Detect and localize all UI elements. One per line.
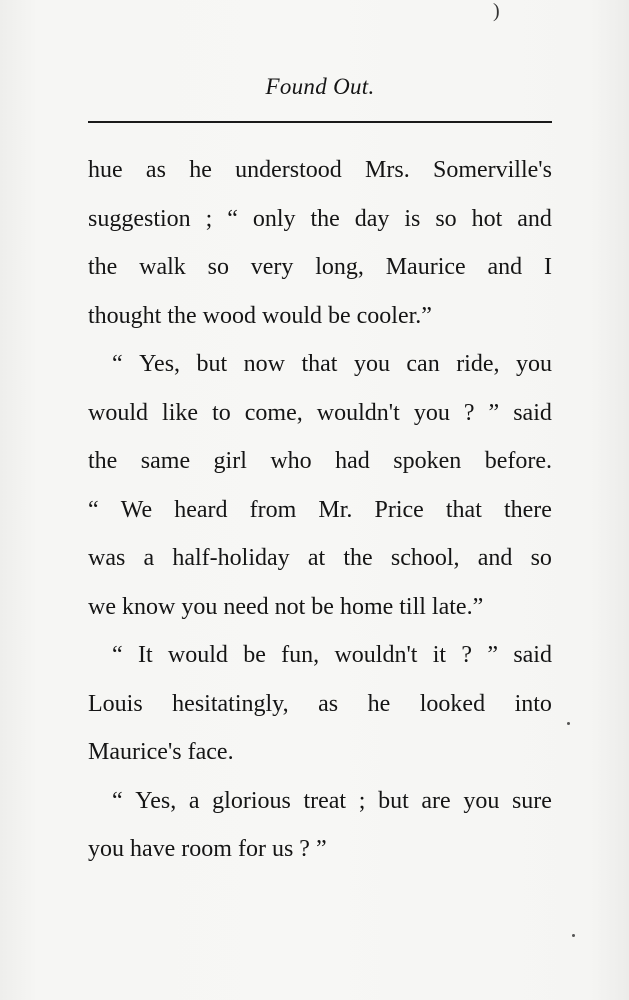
word: looked: [419, 690, 486, 717]
word: you: [353, 351, 390, 377]
word: half-holiday: [172, 545, 290, 571]
word: that: [445, 496, 482, 523]
word: girl: [213, 448, 247, 474]
word: We: [120, 496, 153, 523]
word: school,: [390, 545, 460, 571]
word: but: [196, 351, 228, 377]
text-line: [88, 534, 552, 583]
word: hot: [471, 205, 503, 232]
word: Mr.: [318, 496, 353, 523]
word: had: [335, 448, 370, 474]
word: wouldn't: [316, 399, 400, 426]
word: you: [463, 787, 500, 814]
word: heard: [174, 496, 228, 523]
text-line: [88, 340, 552, 389]
word: so: [435, 205, 457, 232]
word: ”: [487, 642, 499, 668]
word: glorious: [212, 787, 291, 814]
word: like: [162, 399, 199, 426]
word: into: [514, 690, 552, 717]
word: are: [421, 787, 451, 814]
text-line: [88, 389, 552, 438]
word: it: [432, 642, 447, 668]
page-edge-mark: ): [493, 0, 500, 22]
word: can: [406, 351, 440, 377]
word: sure: [511, 787, 552, 814]
word: a: [188, 787, 200, 814]
word: the: [88, 254, 118, 280]
text-line: we know you need not be home till late.”: [88, 593, 484, 620]
word: ?: [463, 399, 475, 426]
word: wouldn't: [334, 642, 418, 668]
word: said: [513, 399, 552, 426]
word: and: [487, 254, 523, 280]
word: ”: [488, 399, 500, 426]
word: you: [413, 399, 450, 426]
word: treat: [303, 787, 347, 814]
word: Yes,: [135, 787, 177, 814]
word: from: [249, 496, 297, 523]
text-line: [88, 437, 552, 486]
word: I: [543, 254, 552, 280]
text-line: [88, 243, 552, 292]
word: ride,: [456, 351, 500, 377]
word: said: [513, 642, 552, 668]
word: who: [270, 448, 312, 474]
word: he: [367, 690, 391, 717]
word: same: [140, 448, 191, 474]
word: there: [503, 496, 552, 523]
word: at: [307, 545, 326, 571]
word: and: [477, 545, 513, 571]
word: It: [137, 642, 153, 668]
word: Mrs.: [365, 157, 410, 183]
text-line: [88, 777, 552, 826]
word: “: [227, 205, 238, 232]
word: the: [343, 545, 373, 571]
word: Maurice: [385, 254, 466, 280]
word: walk: [139, 254, 186, 280]
word: long,: [315, 254, 364, 280]
word: be: [243, 642, 266, 668]
paper-speck: [567, 722, 570, 725]
word: ?: [461, 642, 473, 668]
word: and: [517, 205, 552, 232]
word: “: [112, 642, 123, 668]
word: Louis: [88, 690, 143, 717]
word: you: [515, 351, 552, 377]
word: “: [112, 787, 123, 814]
word: Price: [374, 496, 424, 523]
paper-speck: [572, 934, 575, 937]
word: that: [301, 351, 338, 377]
word: now: [243, 351, 285, 377]
word: would: [88, 399, 148, 426]
word: was: [88, 545, 126, 571]
word: hue: [88, 157, 123, 183]
word: come,: [244, 399, 303, 426]
word: so: [530, 545, 552, 571]
word: as: [318, 690, 339, 717]
word: suggestion: [88, 205, 191, 232]
word: Yes,: [139, 351, 181, 377]
body-text: [88, 146, 552, 874]
text-line: [88, 486, 552, 535]
text-line: [88, 680, 552, 729]
word: day: [354, 205, 390, 232]
word: before.: [484, 448, 552, 474]
word: very: [250, 254, 294, 280]
word: ;: [205, 205, 213, 232]
word: “: [88, 496, 99, 523]
word: so: [207, 254, 229, 280]
header-rule: [88, 121, 552, 123]
word: the: [88, 448, 118, 474]
text-line: [88, 195, 552, 244]
word: only: [252, 205, 296, 232]
word: understood: [235, 157, 342, 183]
word: is: [404, 205, 421, 232]
word: but: [378, 787, 409, 814]
word: to: [212, 399, 231, 426]
word: “: [112, 351, 123, 377]
word: a: [143, 545, 155, 571]
word: Somerville's: [432, 157, 552, 183]
text-line: thought the wood would be cooler.”: [88, 302, 432, 329]
text-line: you have room for us ? ”: [88, 836, 327, 862]
word: as: [145, 157, 166, 183]
word: hesitatingly,: [172, 690, 289, 717]
word: the: [310, 205, 340, 232]
word: he: [189, 157, 212, 183]
word: spoken: [393, 448, 462, 474]
word: ;: [358, 787, 366, 814]
text-line: Maurice's face.: [88, 739, 234, 765]
word: would: [167, 642, 228, 668]
running-title: Found Out.: [265, 74, 375, 99]
word: fun,: [281, 642, 320, 668]
text-line: [88, 146, 552, 195]
text-line: [88, 631, 552, 680]
